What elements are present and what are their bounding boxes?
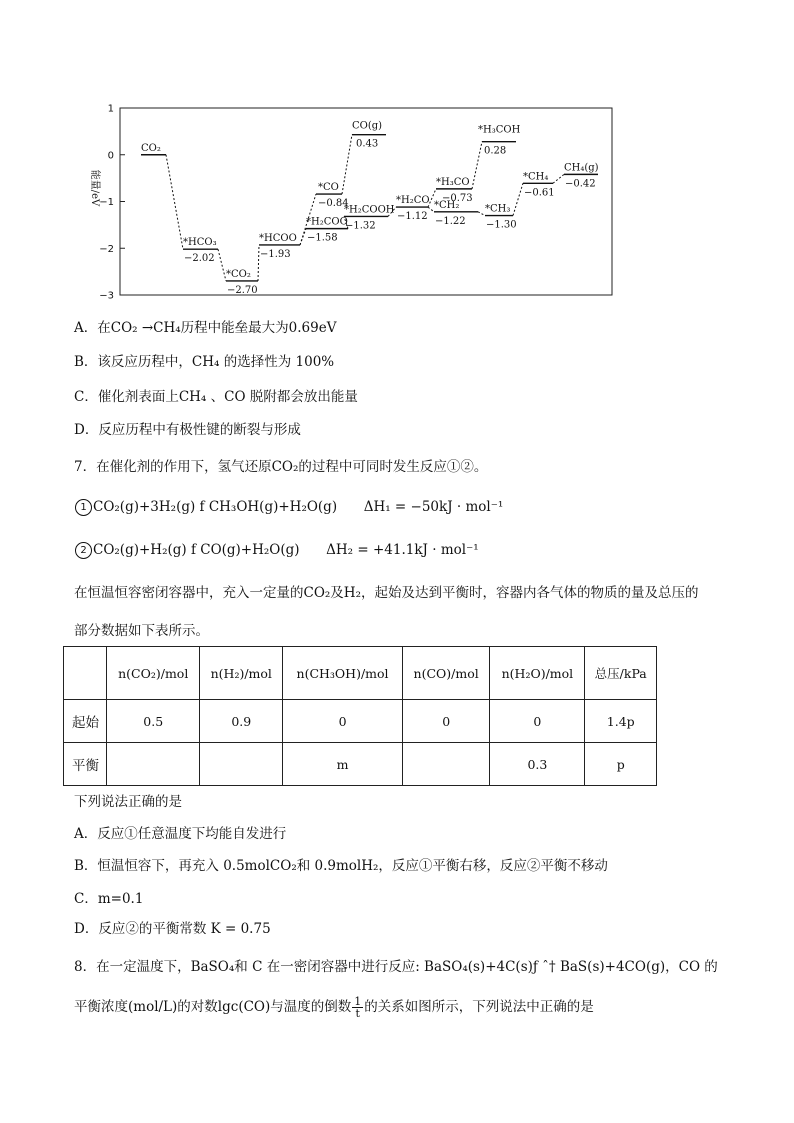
q7-data-table: [63, 646, 657, 786]
energy-value-label: −1.93: [260, 248, 291, 260]
energy-value-label: −0.61: [524, 187, 555, 199]
species-label: *HCO₃: [183, 237, 217, 249]
species-label: *CH₄: [523, 171, 549, 183]
y-tick-label: −1: [99, 197, 114, 208]
y-tick-label: 0: [107, 150, 114, 162]
energy-value-label: −1.12: [397, 211, 428, 223]
species-label: *CH₃: [485, 203, 511, 215]
q8-text-b: 的关系如图所示，下列说法中正确的是: [364, 999, 594, 1015]
energy-value-label: −0.42: [565, 178, 596, 190]
table-row: [64, 743, 657, 786]
circled-number-1: 1: [75, 499, 92, 516]
q6-option-b: B．该反应历程中，CH₄ 的选择性为 100%: [74, 354, 335, 370]
species-label: *CO: [318, 182, 339, 194]
q7-equation-2: [74, 540, 479, 560]
table-cell: m: [283, 743, 403, 786]
table-row-label: 起始: [64, 700, 107, 743]
species-label: *H₂COO: [306, 216, 348, 228]
energy-profile-svg: [80, 100, 620, 305]
connector-line: [258, 245, 259, 281]
species-label: *H₂COOH: [344, 204, 395, 216]
q7-option-c: C．m=0.1: [74, 891, 144, 907]
energy-value-label: −1.30: [486, 219, 517, 231]
connector-line: [218, 249, 226, 281]
connector-line: [513, 183, 523, 215]
table-cell: [200, 743, 283, 786]
table-header-cell: n(CO₂)/mol: [107, 647, 200, 700]
energy-value-label: −1.22: [435, 215, 466, 227]
connector-line: [553, 174, 564, 183]
energy-value-label: −0.73: [442, 192, 473, 204]
table-header-row: [64, 647, 657, 700]
species-label: *H₂CO: [396, 195, 430, 207]
table-row: [64, 700, 657, 743]
species-label: *CH₂: [434, 199, 460, 211]
connector-line: [472, 142, 482, 189]
q7-prompt: 下列说法正确的是: [74, 794, 182, 810]
table-header-cell: n(H₂O)/mol: [490, 647, 585, 700]
energy-value-label: −0.84: [318, 198, 349, 210]
energy-value-label: −2.70: [227, 284, 258, 296]
table-cell: 0.5: [107, 700, 200, 743]
table-cell: 0.3: [490, 743, 585, 786]
q8-stem-line-1: 8．在一定温度下，BaSO₄和 C 在一密闭容器中进行反应: BaSO₄(s)+4C(s)ƒ ˆ† BaS(s)+4CO(g)，CO 的: [74, 959, 718, 975]
energy-value-label: 0.43: [356, 138, 379, 150]
circled-number-2: 2: [75, 542, 92, 559]
table-header-cell: [64, 647, 107, 700]
q7-eq1-text: CO₂(g)+3H₂(g) f CH₃OH(g)+H₂O(g): [93, 499, 338, 515]
species-label: *CO₂: [226, 268, 251, 280]
table-header-cell: n(H₂)/mol: [200, 647, 283, 700]
reciprocal-t-fraction: [352, 996, 363, 1019]
q7-description-line-1: 在恒温恒容密闭容器中，充入一定量的CO₂及H₂，起始及达到平衡时，容器内各气体的物质的量及总压的: [74, 585, 699, 601]
energy-value-label: −2.02: [184, 253, 215, 265]
table-header-cell: n(CH₃OH)/mol: [283, 647, 403, 700]
connector-line: [478, 212, 485, 216]
q7-equation-1: [74, 497, 503, 517]
q7-eq2-text: CO₂(g)+H₂(g) f CO(g)+H₂O(g): [93, 542, 300, 558]
species-label: CH₄(g): [564, 162, 599, 174]
species-label: CO₂: [141, 142, 161, 154]
y-tick-label: −2: [99, 243, 114, 255]
table-cell: 1.4p: [585, 700, 657, 743]
table-cell: 0: [490, 700, 585, 743]
species-label: *HCOO: [259, 232, 297, 244]
connector-line: [166, 155, 183, 249]
y-axis-label: 能量/eV: [89, 169, 100, 207]
table-cell: 0: [283, 700, 403, 743]
fraction-denominator: t: [355, 1007, 360, 1020]
q7-option-d: D．反应②的平衡常数 K = 0.75: [74, 921, 271, 937]
y-tick-label: 1: [107, 103, 114, 115]
q7-option-a: A．反应①任意温度下均能自发进行: [74, 826, 287, 842]
q6-option-a: A．在CO₂ →CH₄历程中能垒最大为0.69eV: [74, 320, 337, 336]
connector-line: [342, 135, 352, 194]
table-row-label: 平衡: [64, 743, 107, 786]
species-label: *H₃CO: [436, 176, 470, 188]
energy-value-label: −1.32: [345, 220, 376, 232]
energy-value-label: −1.58: [307, 232, 338, 244]
table-cell: [107, 743, 200, 786]
plot-frame: [120, 108, 612, 295]
energy-value-label: 0.28: [484, 145, 507, 157]
fraction-numerator: 1: [354, 995, 362, 1008]
table-cell: 0.9: [200, 700, 283, 743]
q7-description-line-2: 部分数据如下表所示。: [74, 623, 209, 639]
q7-stem: 7．在催化剂的作用下，氢气还原CO₂的过程中可同时发生反应①②。: [74, 459, 488, 475]
q6-option-c: C．催化剂表面上CH₄ 、CO 脱附都会放出能量: [74, 389, 358, 405]
species-label: CO(g): [352, 120, 383, 132]
q7-option-b: B．恒温恒容下，再充入 0.5molCO₂和 0.9molH₂，反应①平衡右移，反应②平衡不移动: [74, 858, 608, 874]
table-cell: [402, 743, 489, 786]
y-tick-label: −3: [99, 290, 114, 302]
table-cell: 0: [402, 700, 489, 743]
energy-profile-chart: [80, 100, 620, 305]
q8-text-a: 平衡浓度(mol/L)的对数lgc(CO)与温度的倒数: [74, 999, 352, 1015]
species-label: *H₃COH: [478, 124, 521, 136]
q6-option-d: D．反应历程中有极性键的断裂与形成: [74, 422, 301, 438]
q8-stem-line-2: [74, 996, 594, 1019]
q7-eq2-enthalpy: ΔH₂ = +41.1kJ · mol⁻¹: [326, 542, 479, 558]
q7-eq1-enthalpy: ΔH₁ = −50kJ · mol⁻¹: [363, 499, 504, 515]
table-cell: p: [585, 743, 657, 786]
table-header-cell: 总压/kPa: [585, 647, 657, 700]
table-header-cell: n(CO)/mol: [402, 647, 489, 700]
